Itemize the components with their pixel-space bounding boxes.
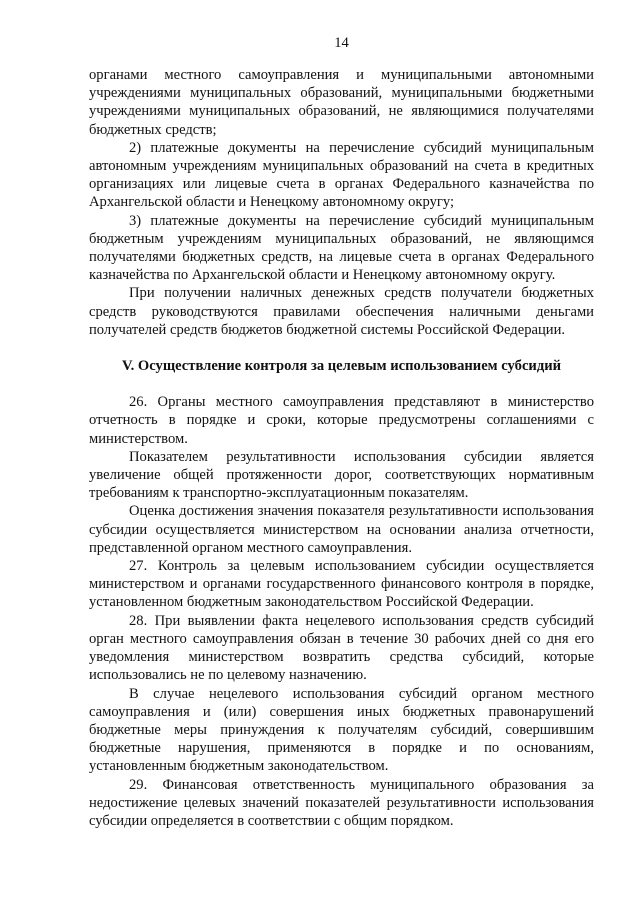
paragraph-item-2: 2) платежные документы на перечисление субсидий муниципальным автономным учреждениям муниципальных образований на счета в кредитных организациях или лицевые счета в органах Федерального казначейства по Архангельской области и Ненецкому автономному округу; (89, 139, 594, 211)
paragraph-cash-funds: При получении наличных денежных средств получатели бюджетных средств руководствуются правилами обеспечения наличными деньгами получателей средств бюджетов бюджетной системы Российской Федерации. (89, 285, 594, 338)
paragraph-28: 28. При выявлении факта нецелевого использования средств субсидий орган местного самоуправления обязан в течение 30 рабочих дней со дня его уведомления министерством возвратить средства субсидий, которые использовались не по целевому назначению. (89, 612, 594, 684)
paragraph-indicator: Показателем результативности использования субсидии является увеличение общей протяженности дорог, соответствующих нормативным требованиям к транспортно-эксплуатационным показателям. (89, 448, 594, 502)
paragraph-item-3: 3) платежные документы на перечисление субсидий муниципальным бюджетным учреждениям муниципальных образований, не являющимся получателями бюджетных средств, на лицевые счета в органах Федерального казначейства по Архангельской области и Ненецкому автономному округу. (89, 212, 594, 284)
paragraph-27: 27. Контроль за целевым использованием субсидии осуществляется министерством и органами государственного финансового контроля в порядке, установленном бюджетным законодательством Российской Федерации. (89, 558, 594, 611)
paragraph-continued: органами местного самоуправления и муниципальными автономными учреждениями муниципальных образований, муниципальными бюджетными учреждениями муниципальных образований, не являющимися получателями бюджетных средств; (89, 67, 594, 138)
paragraph-29: 29. Финансовая ответственность муниципального образования за недостижение целевых значений показателей результативности использования субсидии определяется в соответствии с общим порядком. (89, 776, 594, 829)
section-heading: V. Осуществление контроля за целевым использованием субсидий (121, 358, 562, 375)
paragraph-26: 26. Органы местного самоуправления представляют в министерство отчетность в порядке и сроки, которые предусмотрены соглашениями с министерством. (89, 394, 594, 447)
paragraph-assessment: Оценка достижения значения показателя результативности использования субсидии осуществляется министерством на основании анализа отчетности, представленной органом местного самоуправления. (89, 503, 594, 556)
paragraph-misuse: В случае нецелевого использования субсидий органом местного самоуправления и (или) совершения иных бюджетных правонарушений бюджетные меры принуждения к получателям субсидий, совершившим бюджетные нарушения, применяются в порядке и по основаниям, установленным бюджетным законодательством. (89, 685, 594, 775)
page-number: 14 (334, 35, 349, 51)
